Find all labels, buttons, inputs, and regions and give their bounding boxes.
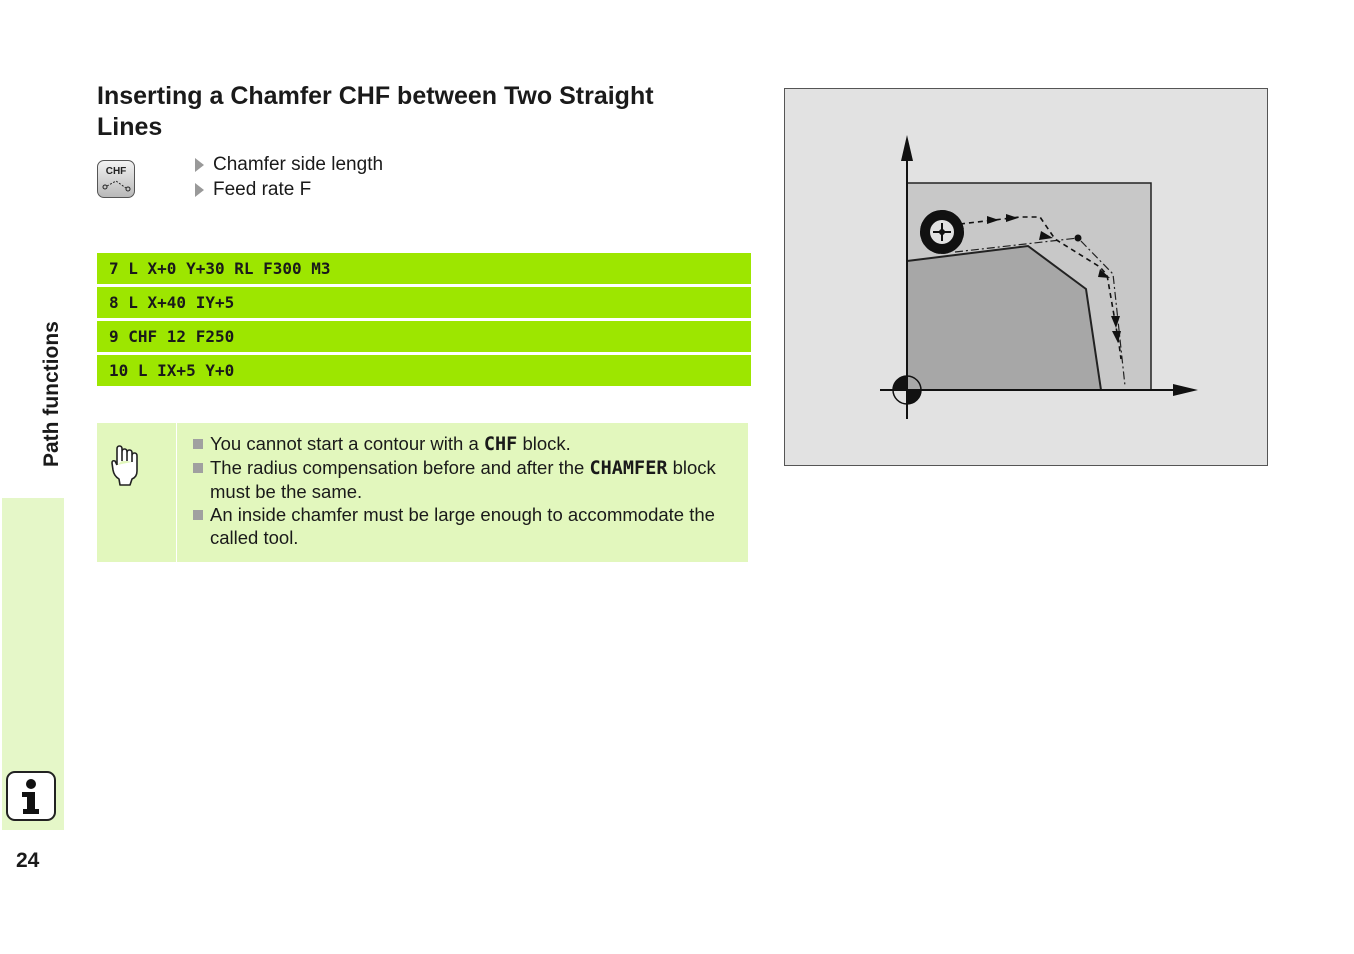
bullet-square-icon <box>193 439 203 449</box>
chamfer-diagram <box>784 88 1268 466</box>
chf-key-icon[interactable] <box>97 160 135 198</box>
note-icon-cell <box>97 423 177 562</box>
chf-key-label: CHF <box>105 166 127 177</box>
chamfer-glyph-icon <box>102 177 132 195</box>
note-box <box>97 423 748 562</box>
bullet-square-icon <box>193 463 203 473</box>
nc-program <box>97 253 751 389</box>
x-axis-arrow <box>1173 384 1198 396</box>
parameter-item: Feed rate F <box>193 177 383 202</box>
nc-block: 8 L X+40 IY+5 <box>97 287 751 318</box>
parameter-item: Chamfer side length <box>193 152 383 177</box>
note-item: You cannot start a contour with a CHF block. <box>191 432 730 456</box>
y-axis-arrow <box>901 135 913 161</box>
milling-tool-icon <box>920 210 964 254</box>
nc-block: 10 L IX+5 Y+0 <box>97 355 751 386</box>
parameter-arrow-icon <box>195 158 204 172</box>
note-item: The radius compensation before and after the CHAMFER block must be the same. <box>191 456 730 503</box>
note-item: An inside chamfer must be large enough to accommodate the called tool. <box>191 503 730 549</box>
info-icon[interactable] <box>6 771 56 821</box>
nc-block: 7 L X+0 Y+30 RL F300 M3 <box>97 253 751 284</box>
page-title: Inserting a Chamfer CHF between Two Straight Lines <box>97 82 654 141</box>
corner-point <box>1075 235 1082 242</box>
section-label: Path functions <box>40 321 63 467</box>
hand-note-icon <box>110 443 144 487</box>
nc-block: 9 CHF 12 F250 <box>97 321 751 352</box>
parameter-list <box>193 152 383 202</box>
page-number: 24 <box>16 849 40 872</box>
parameter-arrow-icon <box>195 183 204 197</box>
bullet-square-icon <box>193 510 203 520</box>
note-list <box>177 423 730 562</box>
